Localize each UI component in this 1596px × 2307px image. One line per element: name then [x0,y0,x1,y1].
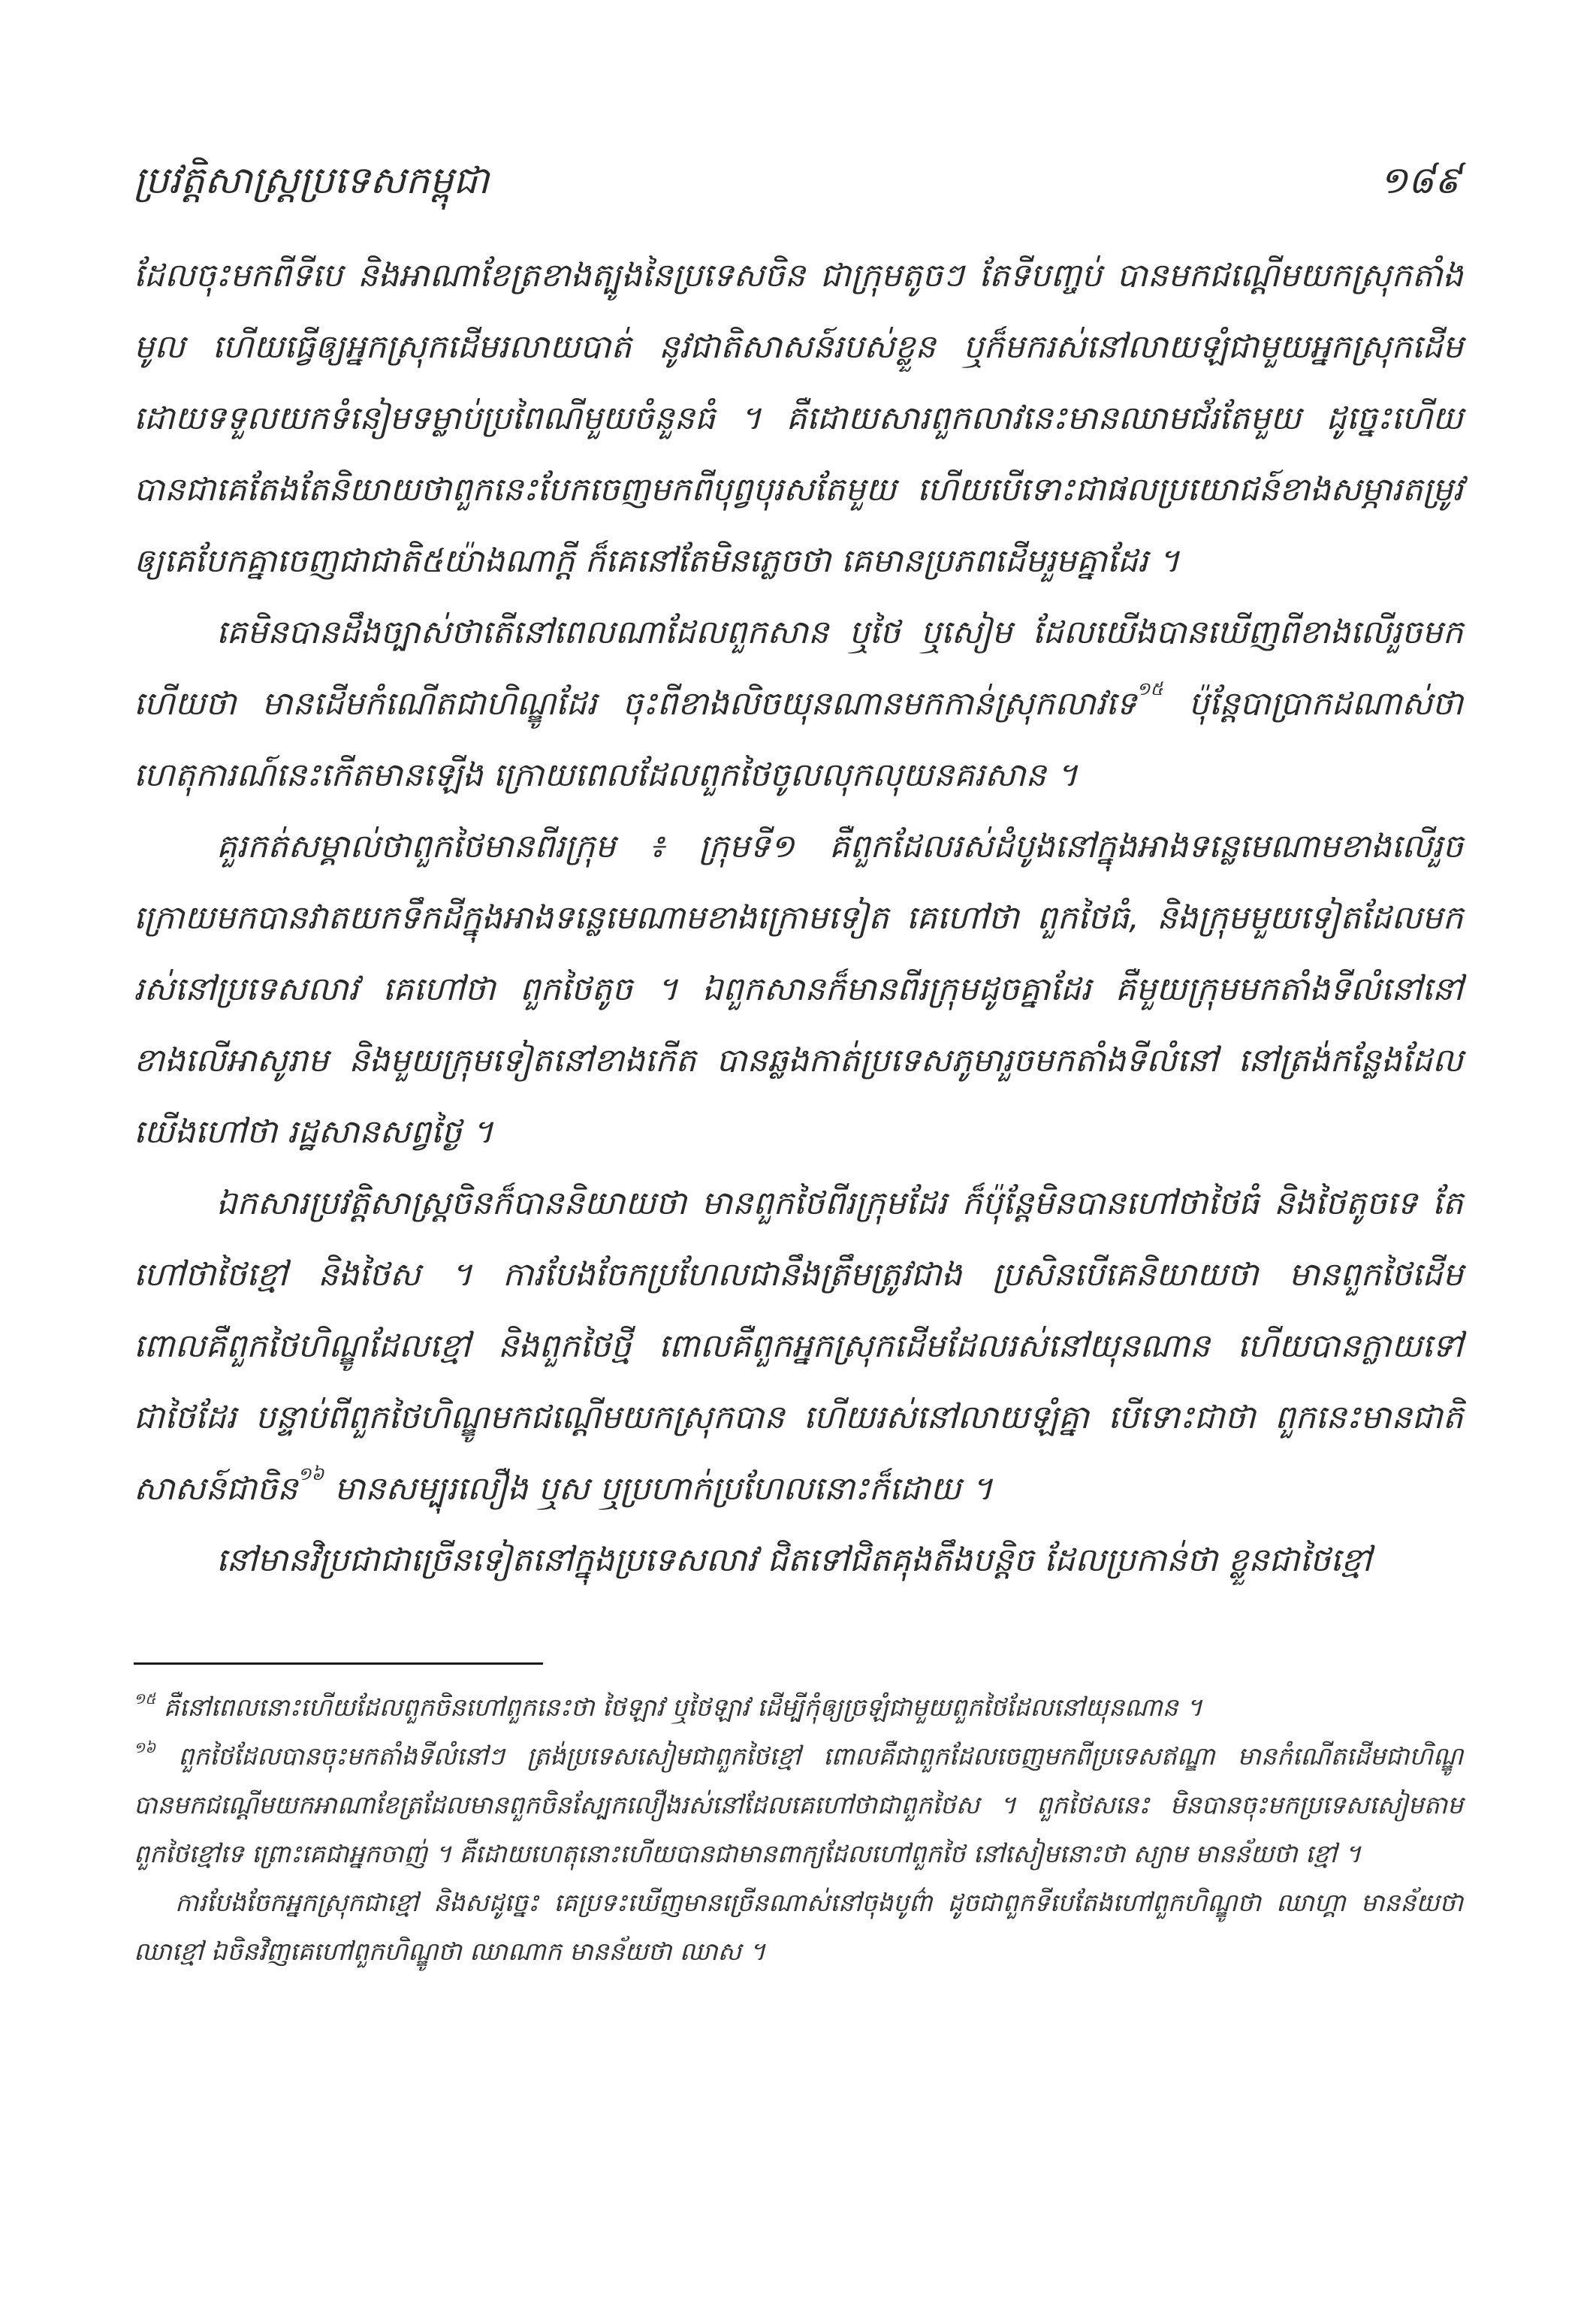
paragraph-1-text: ដែលចុះមកពីទីបេ និងអាណាខែត្រខាងត្បូងនៃប្រទេសចិន ជាក្រុមតូចៗ តែទីបញ្ចប់ បានមកជណ្ដើមយកស្រុកតាំងមូល ហើយធ្វើឲ្យអ្នកស្រុកដើមរលាយបាត់ នូវជាតិសាសន៍របស់ខ្លួន ឬក៏មករស់នៅលាយឡំជាមួយអ្នកស្រុកដើម ដោយទទួលយកទំនៀមទម្លាប់ប្រពៃណីមួយចំនួនធំ ។ គឺដោយសារពួកលាវនេះមានឈាមជ័រតែមួយ ដូច្នេះហើយ បានជាគេតែងតែនិយាយថាពួកនេះបែកចេញមកពីបុព្វបុរសតែមួយ ហើយបើទោះជាផលប្រយោជន៍ខាងសម្ភារតម្រូវឲ្យគេបែកគ្នាចេញជាជាតិ៥យ៉ាងណាក្ដី ក៏គេនៅតែមិនភ្លេចថា គេមានប្រភពដើមរួមគ្នាដែរ ។ [134,257,1463,580]
paragraph-4-text: ឯកសារប្រវត្តិសាស្ត្រចិនក៏បាននិយាយថា មានពួកថៃពីរក្រុមដែរ ក៏ប៉ុន្តែមិនបានហៅថាថៃធំ និងថៃតូចទេ តែហៅថាថៃខ្មៅ និងថៃស ។ ការបែងចែកប្រហែលជានឹងត្រឹមត្រូវជាង ប្រសិនបើគេនិយាយថា មានពួកថៃដើម ពោលគឺពួកថៃហិណ្ឌូដែលខ្មៅ និងពួកថៃថ្មី ពោលគឺពួកអ្នកស្រុកដើមដែលរស់នៅយុនណាន ហើយបានក្លាយទៅជាថៃដែរ បន្ទាប់ពីពួកថៃហិណ្ឌូមកជណ្ដើមយកស្រុកបាន ហើយរស់នៅលាយឡំគ្នា បើទោះជាថា ពួកនេះមានជាតិសាសន៍ជាចិន [134,1185,1463,1508]
body-text [134,240,1463,1596]
paragraph-4 [134,1168,1463,1525]
paragraph-3-text: គួរកត់សម្គាល់ថាពួកថៃមានពីរក្រុម ៖ ក្រុមទី១ គឺពួកដែលរស់ដំបូងនៅក្នុងអាងទន្លេមេណាមខាងលើរួចក្រោយមកបានវាតយកទឹកដីក្នុងអាងទន្លេមេណាមខាងក្រោមទៀត គេហៅថា ពួកថៃធំ, និងក្រុមមួយទៀតដែលមករស់នៅប្រទេសលាវ គេហៅថា ពួកថៃតូច ។ ឯពួកសានក៏មានពីរក្រុមដូចគ្នាដែរ គឺមួយក្រុមមកតាំងទីលំនៅនៅខាងលើអាសូរាម និងមួយក្រុមទៀតនៅខាងកើត បានឆ្លងកាត់ប្រទេសភូមារួចមកតាំងទីលំនៅ នៅត្រង់កន្លែងដែលយើងហៅថា រដ្ឋសានសព្វថ្ងៃ ។ [134,828,1463,1151]
paragraph-2-tail: ប៉ុន្តែបាប្រាកដណាស់ថា ហេតុការណ៍នេះកើតមានឡើង ក្រោយពេលដែលពួកថៃចូលលុកលុយនគរសាន ។ [134,685,1463,794]
paragraph-3 [134,811,1463,1168]
footnote-ref-16[interactable]: ១៦ [297,1463,324,1484]
paragraph-2-text: គេមិនបានដឹងច្បាស់ថាតើនៅពេលណាដែលពួកសាន ឬថៃ ឬសៀម ដែលយើងបានឃើញពីខាងលើរួចមកហើយថា មានដើមកំណើតជាហិណ្ឌូដែរ ចុះពីខាងលិចយុនណានមកកាន់ស្រុកលាវទេ [134,614,1463,723]
footnote-marker-15: ១៥ [134,1689,156,1708]
paragraph-5 [134,1525,1463,1596]
paragraph-1 [134,240,1463,597]
footnote-16-text: ពួកថៃដែលបានចុះមកតាំងទីលំនៅៗ ត្រង់ប្រទេសសៀមជាពួកថៃខ្មៅ ពោលគឺជាពួកដែលចេញមកពីប្រទេសឥណ្ឌា មានកំណើតដើមជាហិណ្ឌូ បានមកជណ្ដើមយកអាណាខែត្រដែលមានពួកចិនស្បែកលឿងរស់នៅដែលគេហៅថាជាពួកថៃស ។ ពួកថៃសនេះ មិនបានចុះមកប្រទេសសៀមតាមពួកថៃខ្មៅទេ ព្រោះគេជាអ្នកចាញ់ ។ គឺដោយហេតុនោះហើយបានជាមានពាក្យដែលហៅពួកថៃ នៅសៀមនោះថា ស្យាម មានន័យថា ខ្មៅ ។ [134,1741,1463,1868]
paragraph-5-text: នៅមានវិប្រជាជាច្រើនទៀតនៅក្នុងប្រទេសលាវ ជិតទៅជិតគុងតឹងបន្តិច ដែលប្រកាន់ថា ខ្លួនជាថៃខ្មៅ [216,1542,1372,1579]
footnote-15 [134,1683,1463,1732]
footnote-16 [134,1732,1463,1878]
paragraph-2 [134,597,1463,811]
footnote-15-text: គឺនៅពេលនោះហើយដែលពួកចិនហៅពួកនេះថា ថៃឡាវ ឬថៃឡាវ ដើម្បីកុំឲ្យច្រឡំជាមួយពួកថៃដែលនៅយុនណាន ។ [155,1693,1202,1722]
paragraph-4-tail: មានសម្បុរលឿង ឬស ឬប្រហាក់ប្រហែលនោះក៏ដោយ ។ [324,1470,993,1508]
page-number: ១៨៩ [1379,159,1461,202]
running-title: ប្រវត្តិសាស្ត្រប្រទេសកម្ពុជា [134,159,490,202]
footnotes [134,1683,1463,1976]
footnote-marker-16: ១៦ [134,1738,156,1756]
footnote-16-continuation [134,1878,1463,1976]
footnote-ref-15[interactable]: ១៥ [1136,678,1163,699]
footnote-divider [134,1662,543,1665]
footnote-16-continuation-text: ការបែងចែកអ្នកស្រុកជាខ្មៅ និងសដូច្នេះ គេប្រទះឃើញមានច្រើនណាស់នៅចុងបូព៌ា ដូចជាពួកទីបេតែងហៅពួកហិណ្ឌូថា ឈាហ្គា មានន័យថា ឈាខ្មៅ ឯចិនវិញគេហៅពួកហិណ្ឌូថា ឈាណាក មានន័យថា ឈាស ។ [134,1888,1463,1966]
